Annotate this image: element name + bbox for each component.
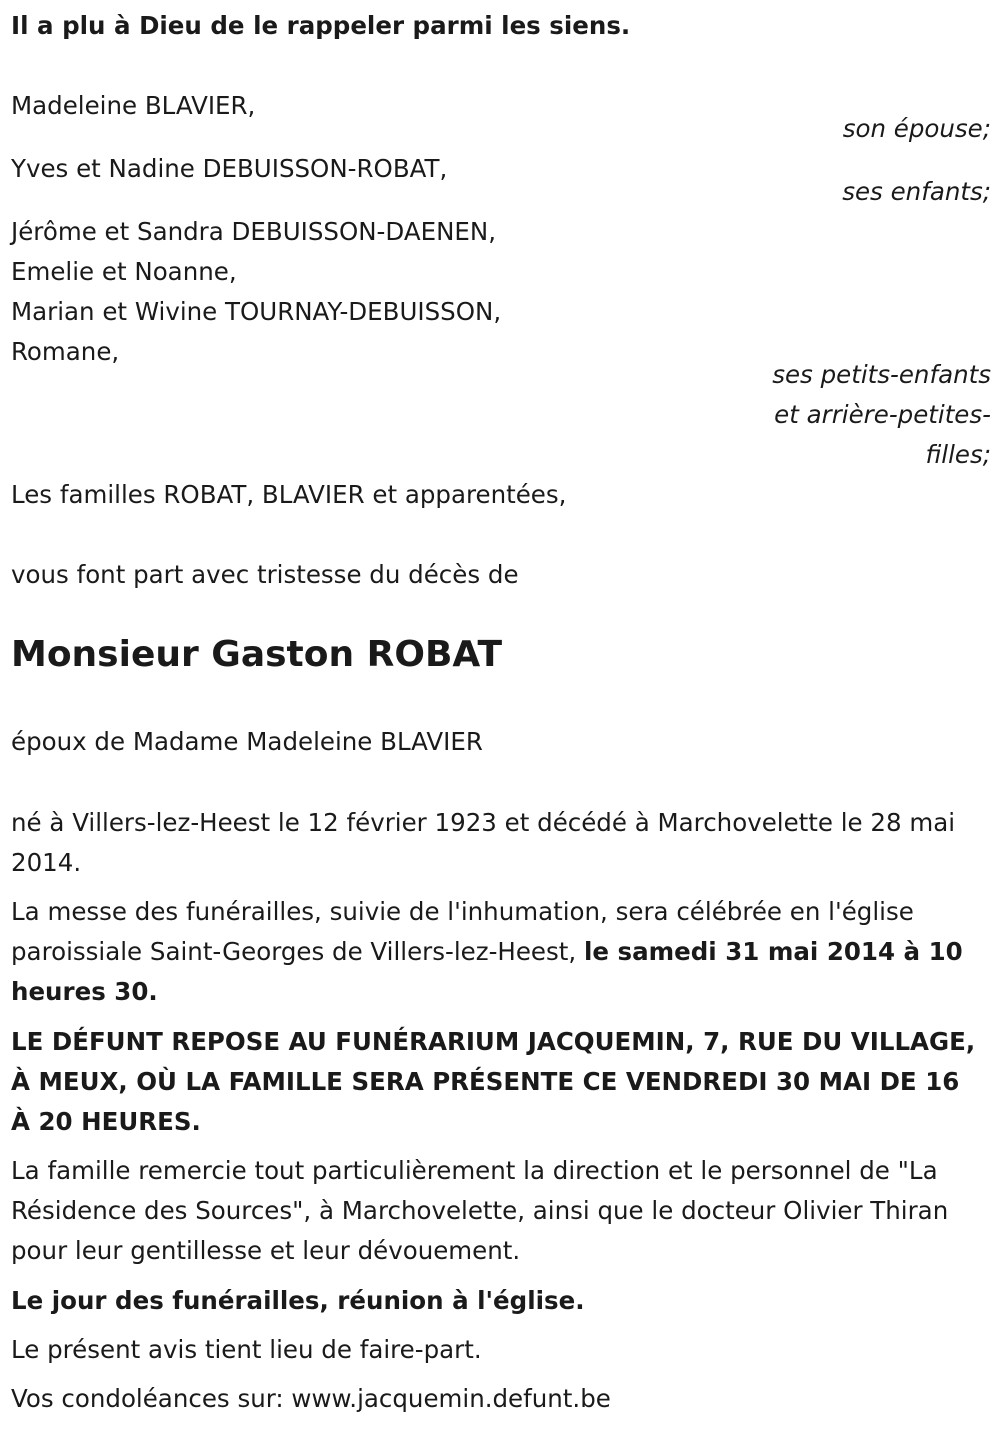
children-role: ses enfants; bbox=[842, 177, 991, 206]
funeral-datetime: le samedi 31 mai 2014 à 10 heures 30. bbox=[11, 937, 963, 1006]
condolences-text: Vos condoléances sur: www.jacquemin.defunt.be bbox=[11, 1384, 611, 1413]
notice-text: Le présent avis tient lieu de faire-part. bbox=[11, 1335, 482, 1364]
grandchild-line: Marian et Wivine TOURNAY-DEBUISSON, bbox=[11, 297, 502, 326]
spouse-name: Madeleine BLAVIER, bbox=[11, 91, 256, 120]
funeral-text: La messe des funérailles, suivie de l'inhumation, sera célébrée en l'église paroissiale Saint-Georges de Villers-lez-Heest, bbox=[11, 897, 914, 966]
grandchild-line: Emelie et Noanne, bbox=[11, 257, 237, 286]
announcement-text: vous font part avec tristesse du décès de bbox=[11, 560, 519, 589]
families-line: Les familles ROBAT, BLAVIER et apparentées, bbox=[11, 480, 567, 509]
grandchildren-role-line: filles; bbox=[925, 440, 991, 469]
meeting-text: Le jour des funérailles, réunion à l'église. bbox=[11, 1286, 585, 1315]
thanks-text: La famille remercie tout particulièrement la direction et le personnel de "La Résidence des Sources", à Marchovelette, ainsi que le docteur Olivier Thiran pour leur gentillesse et leur dévouement. bbox=[11, 1156, 949, 1265]
children-name: Yves et Nadine DEBUISSON-ROBAT, bbox=[11, 154, 448, 183]
spouse-line: époux de Madame Madeleine BLAVIER bbox=[11, 727, 483, 756]
birth-death-text: né à Villers-lez-Heest le 12 février 1923 et décédé à Marchovelette le 28 mai 2014. bbox=[11, 808, 956, 877]
deceased-name: Monsieur Gaston ROBAT bbox=[11, 634, 503, 675]
grandchildren-role-line: et arrière-petites- bbox=[774, 400, 991, 429]
grandchild-line: Jérôme et Sandra DEBUISSON-DAENEN, bbox=[11, 217, 496, 246]
viewing-text: LE DÉFUNT REPOSE AU FUNÉRARIUM JACQUEMIN, 7, RUE DU VILLAGE, À MEUX, OÙ LA FAMILLE SERA PRÉSENTE CE VENDREDI 30 MAI DE 16 À 20 HEURES. bbox=[11, 1027, 976, 1136]
grandchild-line: Romane, bbox=[11, 337, 120, 366]
spouse-role: son épouse; bbox=[842, 114, 991, 143]
grandchildren-role-line: ses petits-enfants bbox=[772, 360, 991, 389]
funeral-paragraph bbox=[11, 892, 986, 1012]
intro-text: Il a plu à Dieu de le rappeler parmi les siens. bbox=[11, 11, 631, 40]
